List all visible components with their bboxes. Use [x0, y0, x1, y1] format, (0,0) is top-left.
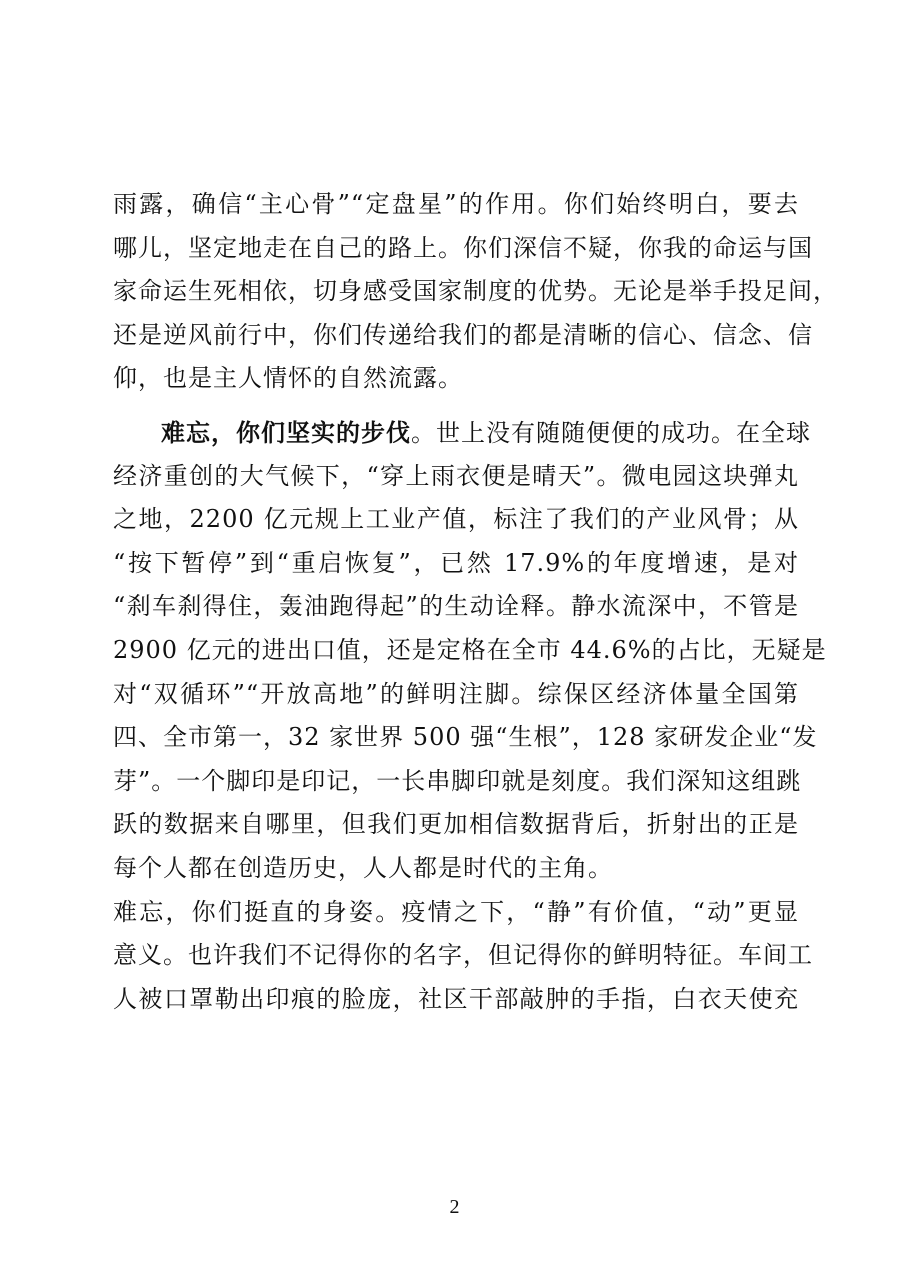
text-line: 还是逆风前行中，你们传递给我们的都是清晰的信心、信念、信 [113, 320, 813, 349]
document-body [113, 183, 838, 1021]
text-line: 对“双循环”“开放高地”的鲜明注脚。综保区经济体量全国第 [113, 679, 799, 708]
text-line: 难忘，你们挺直的身姿。疫情之下，“静”有价值，“动”更显 [113, 897, 799, 926]
text-line: “按下暂停”到“重启恢复”，已然 17.9%的年度增速，是对 [113, 548, 799, 577]
text-line: 家命运生死相依，切身感受国家制度的优势。无论是举手投足间， [113, 277, 838, 306]
text-line: 仰，也是主人情怀的自然流露。 [113, 364, 463, 393]
text-run: 。世上没有随随便便的成功。在全球 [411, 418, 811, 447]
text-line: 哪儿，坚定地走在自己的路上。你们深信不疑，你我的命运与国 [113, 233, 813, 262]
text-line [113, 411, 811, 455]
text-line: 芽”。一个脚印是印记，一长串脚印就是刻度。我们深知这组跳 [113, 766, 802, 795]
paragraph-3 [113, 891, 813, 1022]
text-line: 经济重创的大气候下，“穿上雨衣便是晴天”。微电园这块弹丸 [113, 461, 799, 490]
text-line: 每个人都在创造历史，人人都是时代的主角。 [113, 853, 613, 882]
text-line: 雨露，确信“主心骨”“定盘星”的作用。你们始终明白，要去 [113, 190, 799, 218]
paragraph-2 [113, 411, 827, 891]
page-number: 2 [449, 1196, 460, 1218]
text-line: 人被口罩勒出印痕的脸庞，社区干部敲肿的手指，白衣天使充 [113, 984, 799, 1013]
text-line: “刹车刹得住，轰油跑得起”的生动诠释。静水流深中，不管是 [113, 592, 799, 621]
paragraph-1 [113, 183, 838, 401]
text-line: 四、全市第一，32 家世界 500 强“生根”，128 家研发企业“发 [113, 723, 818, 752]
text-line: 2900 亿元的进出口值，还是定格在全市 44.6%的占比，无疑是 [113, 635, 827, 664]
text-line: 跃的数据来自哪里，但我们更加相信数据背后，折射出的正是 [113, 810, 799, 839]
text-line: 意义。也许我们不记得你的名字，但记得你的鲜明特征。车间工 [113, 941, 813, 970]
text-line: 之地，2200 亿元规上工业产值，标注了我们的产业风骨；从 [113, 505, 799, 534]
paragraph-heading: 难忘，你们坚实的步伐 [161, 417, 411, 447]
